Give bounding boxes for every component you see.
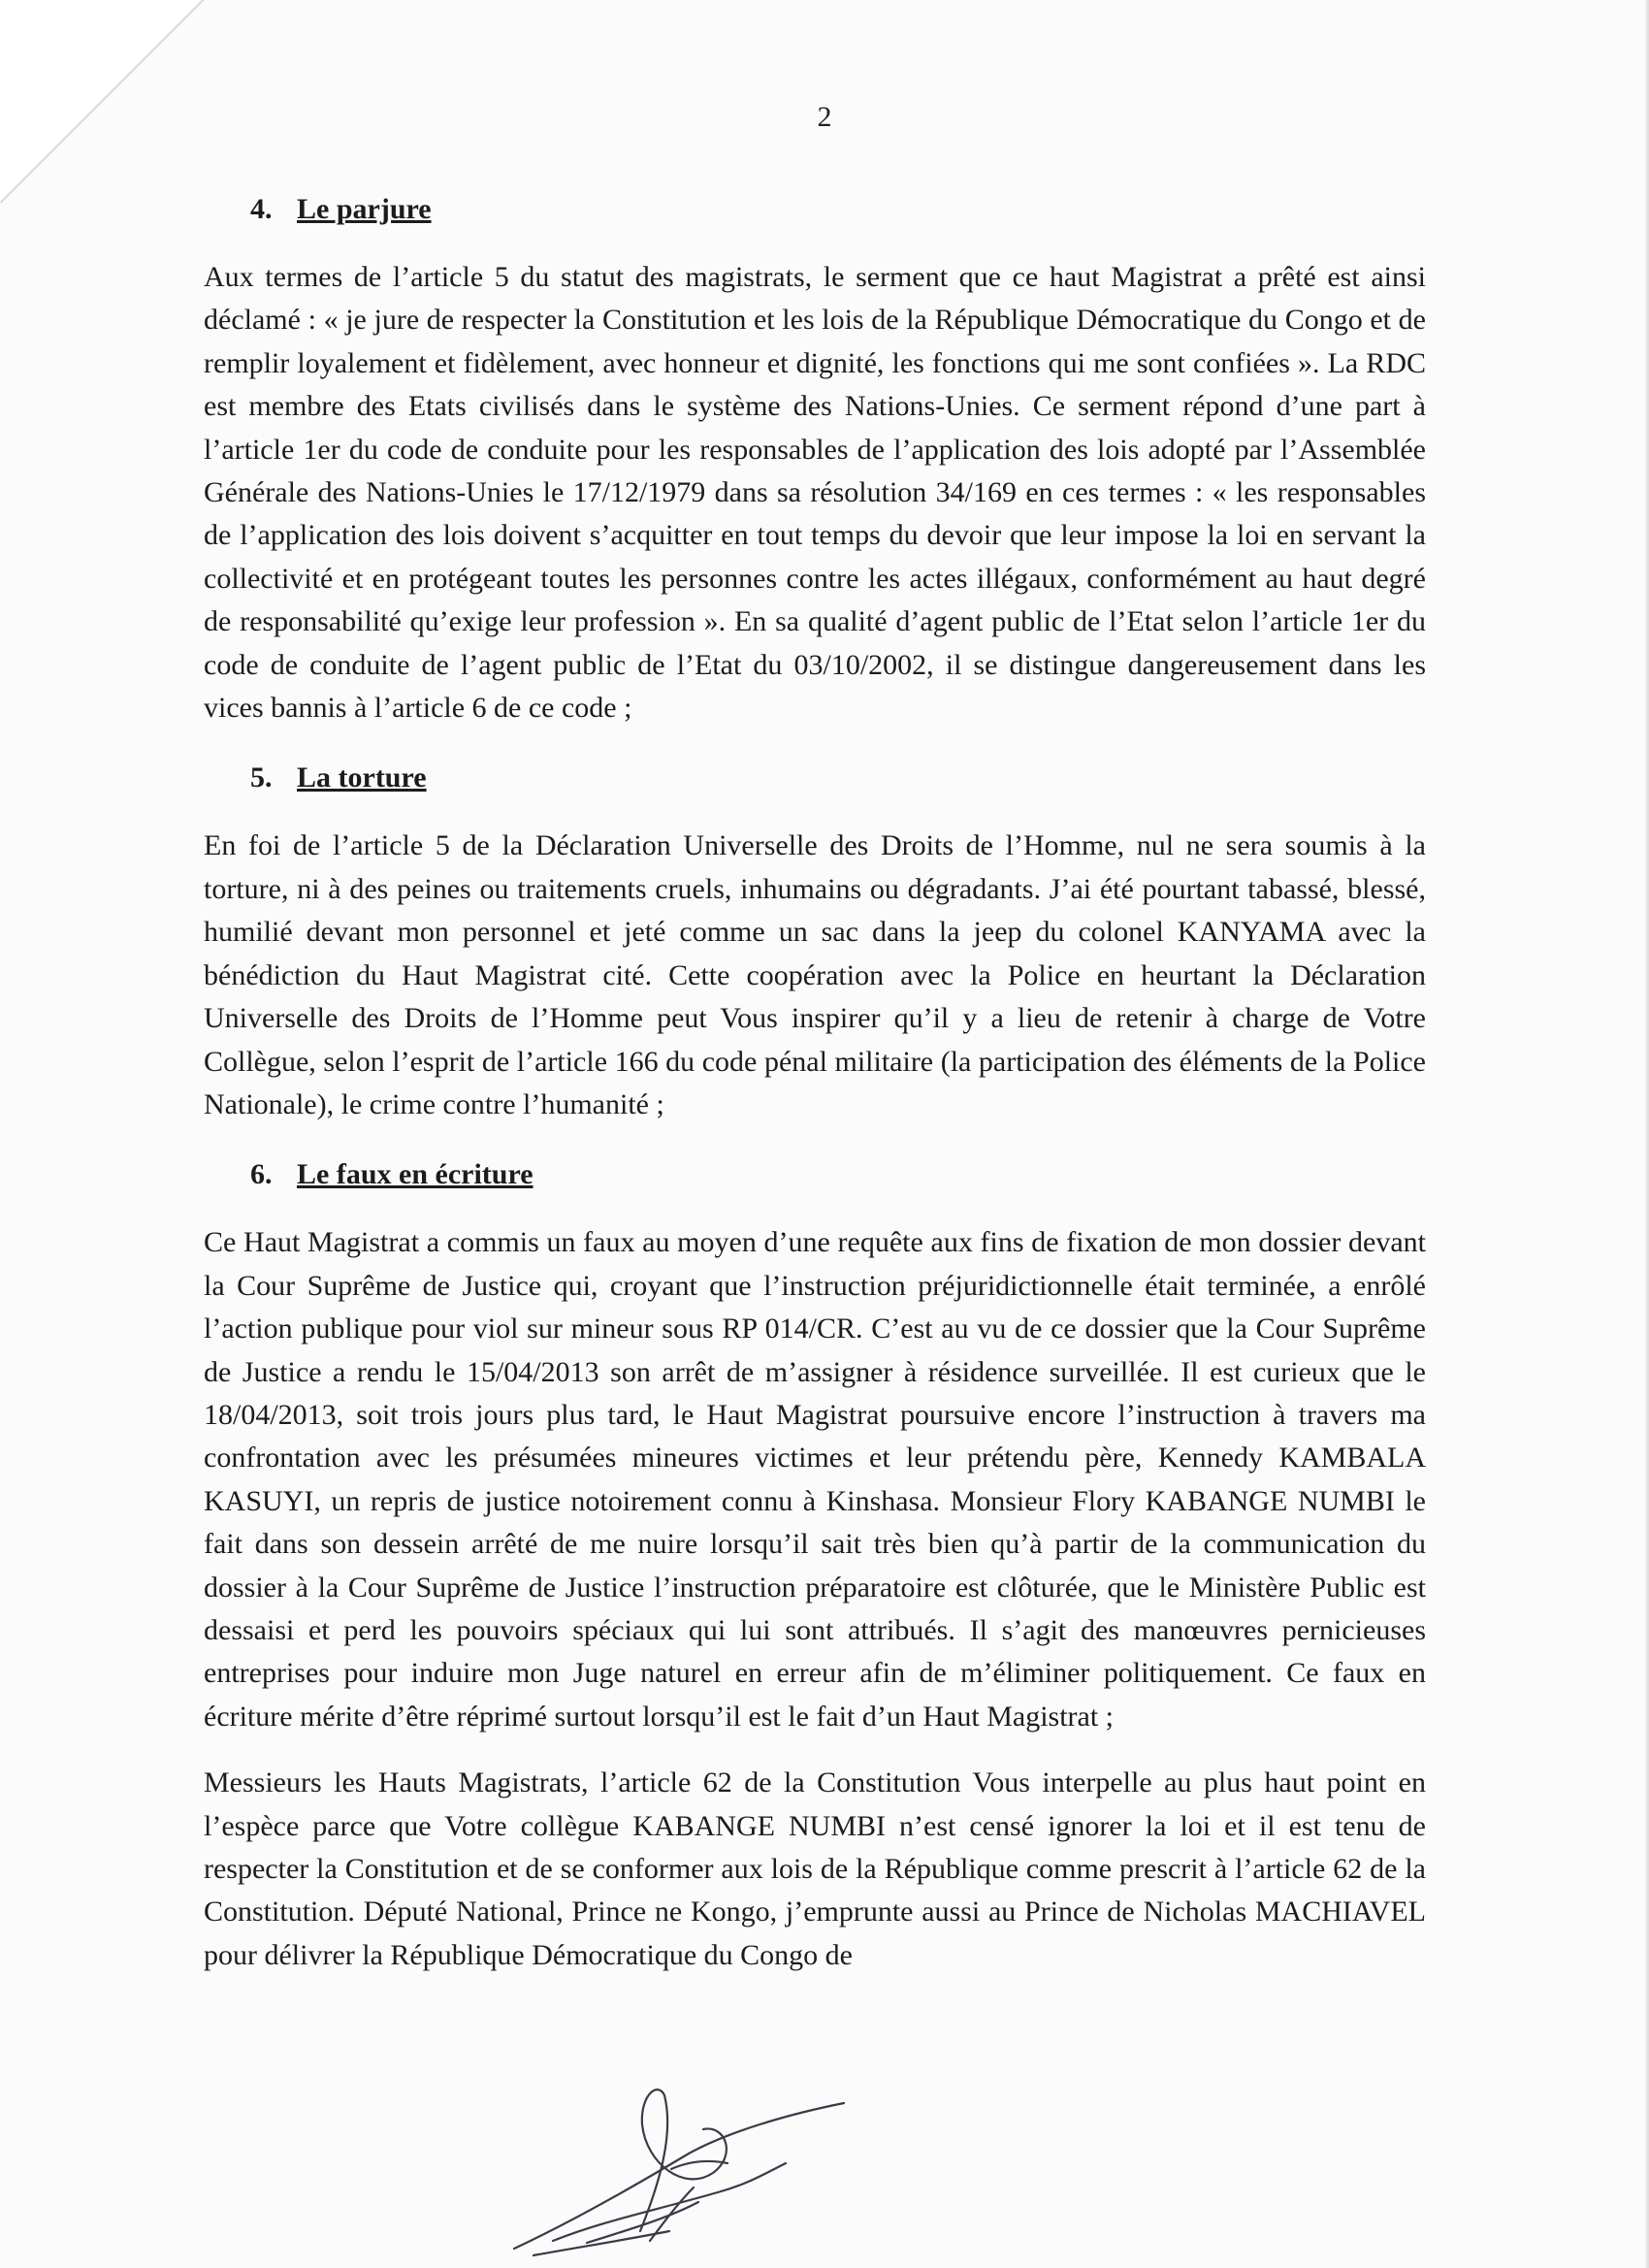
section-heading-torture [204, 759, 1426, 797]
section-paragraph-torture [204, 825, 1426, 1126]
section-title: La torture [297, 761, 427, 794]
paragraph-text: Ce Haut Magistrat a commis un faux au moyen d’une requête aux fins de fixation de mon dossier devant la Cour Suprême de Justice qui, croyant que l’instruction préjuridictionnelle était terminée, a enrôlé l’action publique pour viol sur mineur sous RP 014/CR. C’est au vu de ce dossier que la Cour Suprême de Justice a rendu le 15/04/2013 son arrêt de m’assigner à résidence surveillée. Il est curieux que le 18/04/2013, soit trois jours plus tard, le Haut Magistrat poursuive encore l’instruction à travers ma confrontation avec les présumées mineures victimes et leur prétendu père, Kennedy KAMBALA KASUYI, un repris de justice notoirement connu à Kinshasa. Monsieur Flory KABANGE NUMBI le fait dans son dessein arrêté de me nuire lorsqu’il sait très bien qu’à partir de la communication du dossier à la Cour Suprême de Justice l’instruction préparatoire est clôturée, que le Ministère Public est dessaisi et perd les pouvoirs spéciaux qui lui sont attribués. Il s’agit des manœuvres pernicieuses entreprises pour induire mon Juge naturel en erreur afin de m’éliminer politiquement. Ce faux en écriture mérite d’être réprimé surtout lorsqu’il est le fait d’un Haut Magistrat ; [204, 1226, 1426, 1733]
section-heading-parjure [204, 190, 1426, 229]
closing-paragraph [204, 1762, 1426, 1977]
section-title: Le faux en écriture [297, 1158, 534, 1191]
paragraph-text: Aux termes de l’article 5 du statut des magistrats, le serment que ce haut Magistrat a prêté est ainsi déclamé : « je jure de respecter la Constitution et les lois de la République Démocratique du Congo et de remplir loyalement et fidèlement, avec honneur et dignité, les fonctions qui me sont confiées ». La RDC est membre des Etats civilisés dans le système des Nations-Unies. Ce serment répond d’une part à l’article 1er du code de conduite pour les responsables de l’application des lois adopté par l’Assemblée Générale des Nations-Unies le 17/12/1979 dans sa résolution 34/169 en ces termes : « les responsables de l’application des lois doivent s’acquitter en tout temps du devoir que leur impose la loi en servant la collectivité et en protégeant toutes les personnes contre les actes illégaux, conformément au haut degré de responsabilité qu’exige leur profession ». En sa qualité d’agent public de l’Etat selon l’article 1er du code de conduite de l’agent public de l’Etat du 03/10/2002, il se distingue dangereusement dans les vices bannis à l’article 6 de ce code ; [204, 261, 1426, 725]
section-paragraph-parjure [204, 256, 1426, 729]
section-paragraph-faux-en-ecriture [204, 1221, 1426, 1738]
document-body [204, 190, 1426, 2010]
page-edge [1645, 0, 1649, 2268]
section-heading-faux-en-ecriture [204, 1155, 1426, 1194]
handwritten-signature [495, 2076, 873, 2260]
page-number: 2 [817, 101, 832, 133]
section-number: 6. [250, 1158, 273, 1191]
section-number: 5. [250, 761, 273, 794]
section-number: 4. [250, 193, 273, 225]
section-title: Le parjure [297, 193, 432, 225]
paragraph-text: En foi de l’article 5 de la Déclaration Universelle des Droits de l’Homme, nul ne sera soumis à la torture, ni à des peines ou traitements cruels, inhumains ou dégradants. J’ai été pourtant tabassé, blessé, humilié devant mon personnel et jeté comme un sac dans la jeep du colonel KANYAMA avec la bénédiction du Haut Magistrat cité. Cette coopération avec la Police en heurtant la Déclaration Universelle des Droits de l’Homme peut Vous inspirer qu’il y a lieu de retenir à charge de Votre Collègue, selon l’esprit de l’article 166 du code pénal militaire (la participation des éléments de la Police Nationale), le crime contre l’humanité ; [204, 829, 1426, 1120]
paragraph-text: Messieurs les Hauts Magistrats, l’article 62 de la Constitution Vous interpelle au plus haut point en l’espèce parce que Votre collègue KABANGE NUMBI n’est censé ignorer la loi et il est tenu de respecter la Constitution et de se conformer aux lois de la République comme prescrit à l’article 62 de la Constitution. Député National, Prince ne Kongo, j’emprunte aussi au Prince de Nicholas MACHIAVEL pour délivrer la République Démocratique du Congo de [204, 1766, 1426, 1971]
